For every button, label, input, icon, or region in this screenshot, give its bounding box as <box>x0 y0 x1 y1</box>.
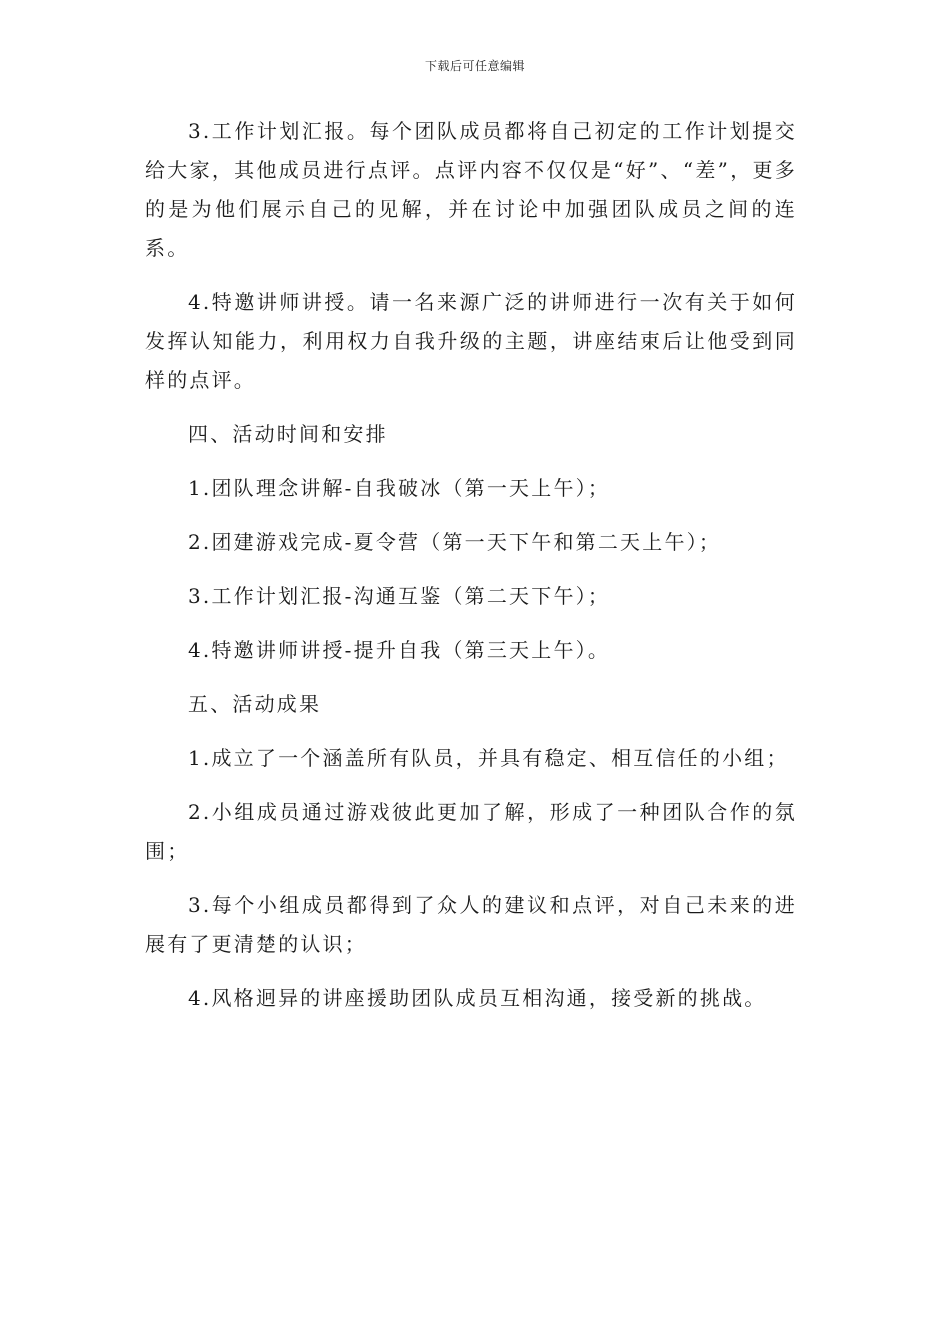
result-item-1: 1.成立了一个涵盖所有队员，并具有稳定、相互信任的小组； <box>188 746 789 770</box>
section-heading-results: 五、活动成果 <box>188 692 322 716</box>
document-body <box>145 112 797 1033</box>
schedule-item-3: 3.工作计划汇报-沟通互鉴（第二天下午）； <box>188 584 611 608</box>
schedule-item-1: 1.团队理念讲解-自我破冰（第一天上午）； <box>188 476 611 500</box>
result-item-2: 2.小组成员通过游戏彼此更加了解，形成了一种团队合作的氛围； <box>145 800 797 863</box>
section-heading-schedule: 四、活动时间和安排 <box>188 422 388 446</box>
paragraph-guest-lecturer: 4.特邀讲师讲授。请一名来源广泛的讲师进行一次有关于如何发挥认知能力，利用权力自我升级的主题，讲座结束后让他受到同样的点评。 <box>145 290 797 392</box>
page-header: 下载后可任意编辑 <box>424 59 525 73</box>
schedule-item-4: 4.特邀讲师讲授-提升自我（第三天上午）。 <box>188 638 611 662</box>
paragraph-work-plan-report: 3.工作计划汇报。每个团队成员都将自己初定的工作计划提交给大家，其他成员进行点评。点评内容不仅仅是“好”、“差”，更多的是为他们展示自己的见解，并在讨论中加强团队成员之间的连系。 <box>145 119 797 260</box>
result-item-4: 4.风格迥异的讲座援助团队成员互相沟通，接受新的挑战。 <box>188 986 767 1010</box>
schedule-item-2: 2.团建游戏完成-夏令营（第一天下午和第二天上午）； <box>188 530 722 554</box>
result-item-3: 3.每个小组成员都得到了众人的建议和点评，对自己未来的进展有了更清楚的认识； <box>145 893 797 956</box>
